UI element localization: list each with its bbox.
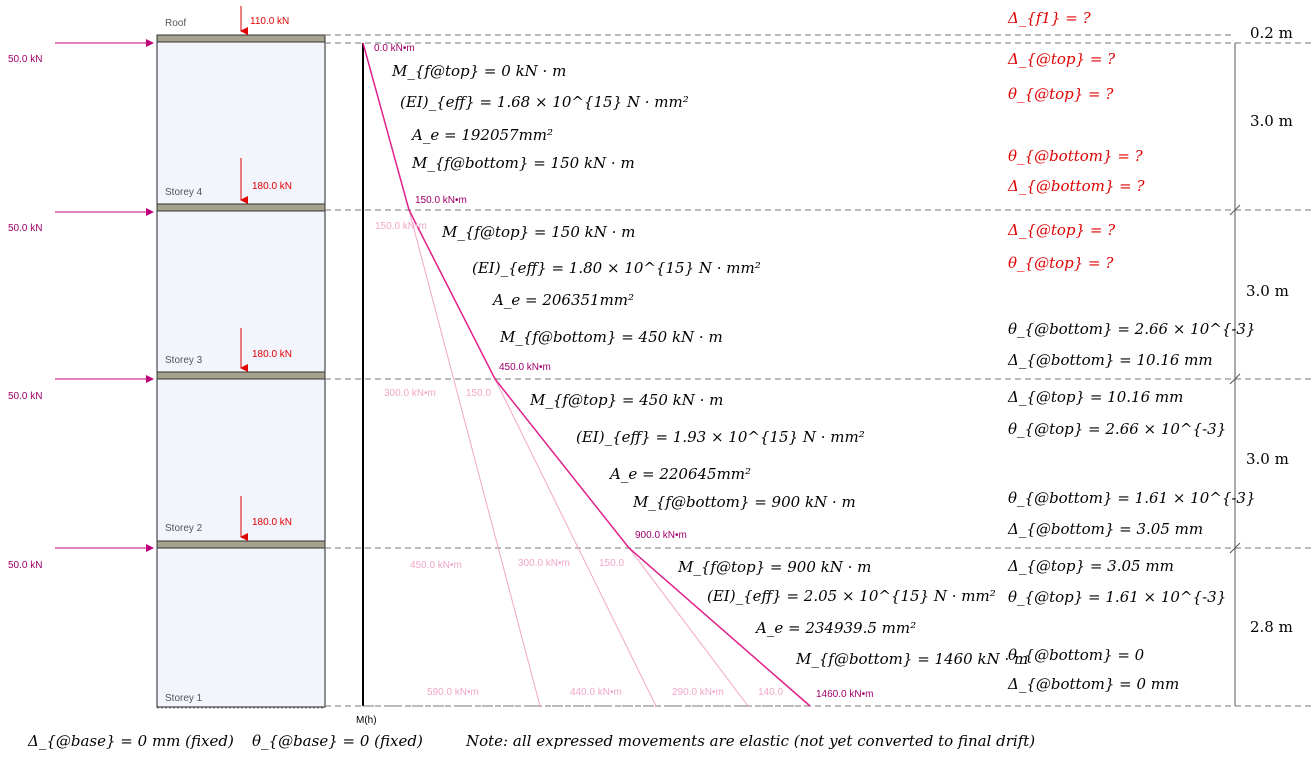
result-s2-delta-bottom: Δ_{@bottom} = 3.05 mm bbox=[1008, 520, 1204, 538]
seg3-ae: A_e = 220645mm² bbox=[610, 465, 752, 483]
seg4-m-bottom: M_{f@bottom} = 1460 kN · m bbox=[796, 650, 1029, 668]
result-s1-delta-bottom: Δ_{@bottom} = 0 mm bbox=[1008, 675, 1180, 693]
result-s2-delta-top: Δ_{@top} = 10.16 mm bbox=[1008, 388, 1184, 406]
seg3-ei: (EI)_{eff} = 1.93 × 10^{15} N · mm² bbox=[576, 428, 865, 446]
faint-label-590: 590.0 kN•m bbox=[427, 687, 479, 698]
level-label-storey-1: Storey 1 bbox=[165, 693, 203, 704]
seg2-m-top: M_{f@top} = 150 kN · m bbox=[442, 223, 636, 241]
seg4-ae: A_e = 234939.5 mm² bbox=[756, 619, 917, 637]
result-s2-theta-top: θ_{@top} = 2.66 × 10^{-3} bbox=[1008, 420, 1227, 438]
seg1-ei: (EI)_{eff} = 1.68 × 10^{15} N · mm² bbox=[400, 93, 689, 111]
lateral-load-storey-4: 50.0 kN bbox=[8, 223, 43, 234]
result-s3-delta-top: Δ_{@top} = ? bbox=[1008, 221, 1116, 239]
result-s4-delta-top: Δ_{@top} = ? bbox=[1008, 50, 1116, 68]
gravity-load-storey-2: 180.0 kN bbox=[252, 517, 293, 528]
seg1-m-bottom: M_{f@bottom} = 150 kN · m bbox=[412, 154, 635, 172]
result-s1-theta-top: θ_{@top} = 1.61 × 10^{-3} bbox=[1008, 588, 1227, 606]
seg2-ae: A_e = 206351mm² bbox=[493, 291, 635, 309]
dimension-storey-3: 3.0 m bbox=[1246, 282, 1289, 300]
component-line-1 bbox=[409, 210, 540, 706]
result-s2-theta-bottom: θ_{@bottom} = 1.61 × 10^{-3} bbox=[1008, 489, 1256, 507]
lateral-load-storey-2: 50.0 kN bbox=[8, 560, 43, 571]
result-s1-delta-top: Δ_{@top} = 3.05 mm bbox=[1008, 557, 1174, 575]
faint-label-150-b: 150.0 bbox=[466, 388, 492, 399]
moment-label-150: 150.0 kN•m bbox=[415, 195, 467, 206]
lateral-load-roof: 50.0 kN bbox=[8, 54, 43, 65]
dimension-0-2: 0.2 m bbox=[1250, 24, 1293, 42]
faint-label-440: 440.0 kN•m bbox=[570, 687, 622, 698]
result-s1-theta-bottom: θ_{@bottom} = 0 bbox=[1008, 646, 1145, 664]
dimension-line bbox=[1230, 43, 1240, 706]
faint-label-140: 140.0 bbox=[758, 687, 784, 698]
result-s3-delta-bottom: Δ_{@bottom} = 10.16 mm bbox=[1008, 351, 1213, 369]
seg2-m-bottom: M_{f@bottom} = 450 kN · m bbox=[500, 328, 723, 346]
faint-label-300-b: 300.0 kN•m bbox=[518, 558, 570, 569]
result-s3-theta-top: θ_{@top} = ? bbox=[1008, 254, 1114, 272]
gravity-load-roof: 110.0 kN bbox=[250, 16, 290, 27]
faint-label-150-c: 150.0 bbox=[599, 558, 625, 569]
level-label-storey-3: Storey 3 bbox=[165, 355, 203, 366]
faint-label-300: 300.0 kN•m bbox=[384, 388, 436, 399]
seg1-ae: A_e = 192057mm² bbox=[412, 126, 554, 144]
footer-base-delta: Δ_{@base} = 0 mm (fixed) bbox=[28, 732, 234, 750]
level-label-roof: Roof bbox=[165, 18, 187, 29]
dimension-storey-4: 3.0 m bbox=[1250, 112, 1293, 130]
seg3-m-top: M_{f@top} = 450 kN · m bbox=[530, 391, 724, 409]
slab-storey-2 bbox=[157, 541, 325, 548]
building-frame bbox=[157, 35, 325, 708]
faint-label-450: 450.0 kN•m bbox=[410, 560, 462, 571]
result-s3-theta-bottom: θ_{@bottom} = 2.66 × 10^{-3} bbox=[1008, 320, 1256, 338]
result-s4-theta-bottom: θ_{@bottom} = ? bbox=[1008, 147, 1143, 165]
faint-label-150-kn: 150.0 kN•m bbox=[375, 221, 427, 232]
dimension-storey-2: 3.0 m bbox=[1246, 450, 1289, 468]
dimension-storey-1: 2.8 m bbox=[1250, 618, 1293, 636]
seg4-m-top: M_{f@top} = 900 kN · m bbox=[678, 558, 872, 576]
moment-label-900: 900.0 kN•m bbox=[635, 530, 687, 541]
level-label-storey-4: Storey 4 bbox=[165, 187, 203, 198]
footer-note: Note: all expressed movements are elastic (not yet converted to final drift) bbox=[466, 732, 1036, 750]
gravity-load-storey-4: 180.0 kN bbox=[252, 181, 293, 192]
moment-label-450: 450.0 kN•m bbox=[499, 362, 551, 373]
slab-storey-4 bbox=[157, 204, 325, 211]
level-label-storey-2: Storey 2 bbox=[165, 523, 203, 534]
moment-label-0: 0.0 kN•m bbox=[374, 43, 415, 54]
result-s4-theta-top: θ_{@top} = ? bbox=[1008, 85, 1114, 103]
slab-roof bbox=[157, 35, 325, 42]
result-delta-f1: Δ_{f1} = ? bbox=[1008, 9, 1091, 27]
seg1-m-top: M_{f@top} = 0 kN · m bbox=[392, 62, 567, 80]
seg4-ei: (EI)_{eff} = 2.05 × 10^{15} N · mm² bbox=[707, 587, 996, 605]
faint-label-290: 290.0 kN•m bbox=[672, 687, 724, 698]
result-s4-delta-bottom: Δ_{@bottom} = ? bbox=[1008, 177, 1145, 195]
seg2-ei: (EI)_{eff} = 1.80 × 10^{15} N · mm² bbox=[472, 259, 761, 277]
lateral-load-storey-3: 50.0 kN bbox=[8, 391, 43, 402]
gravity-load-storey-3: 180.0 kN bbox=[252, 349, 293, 360]
lateral-loads bbox=[55, 43, 153, 548]
footer-base-theta: θ_{@base} = 0 (fixed) bbox=[252, 732, 423, 750]
seg3-m-bottom: M_{f@bottom} = 900 kN · m bbox=[633, 493, 856, 511]
slab-storey-3 bbox=[157, 372, 325, 379]
moment-axis-label: M(h) bbox=[356, 715, 377, 726]
moment-label-1460: 1460.0 kN•m bbox=[816, 689, 874, 700]
